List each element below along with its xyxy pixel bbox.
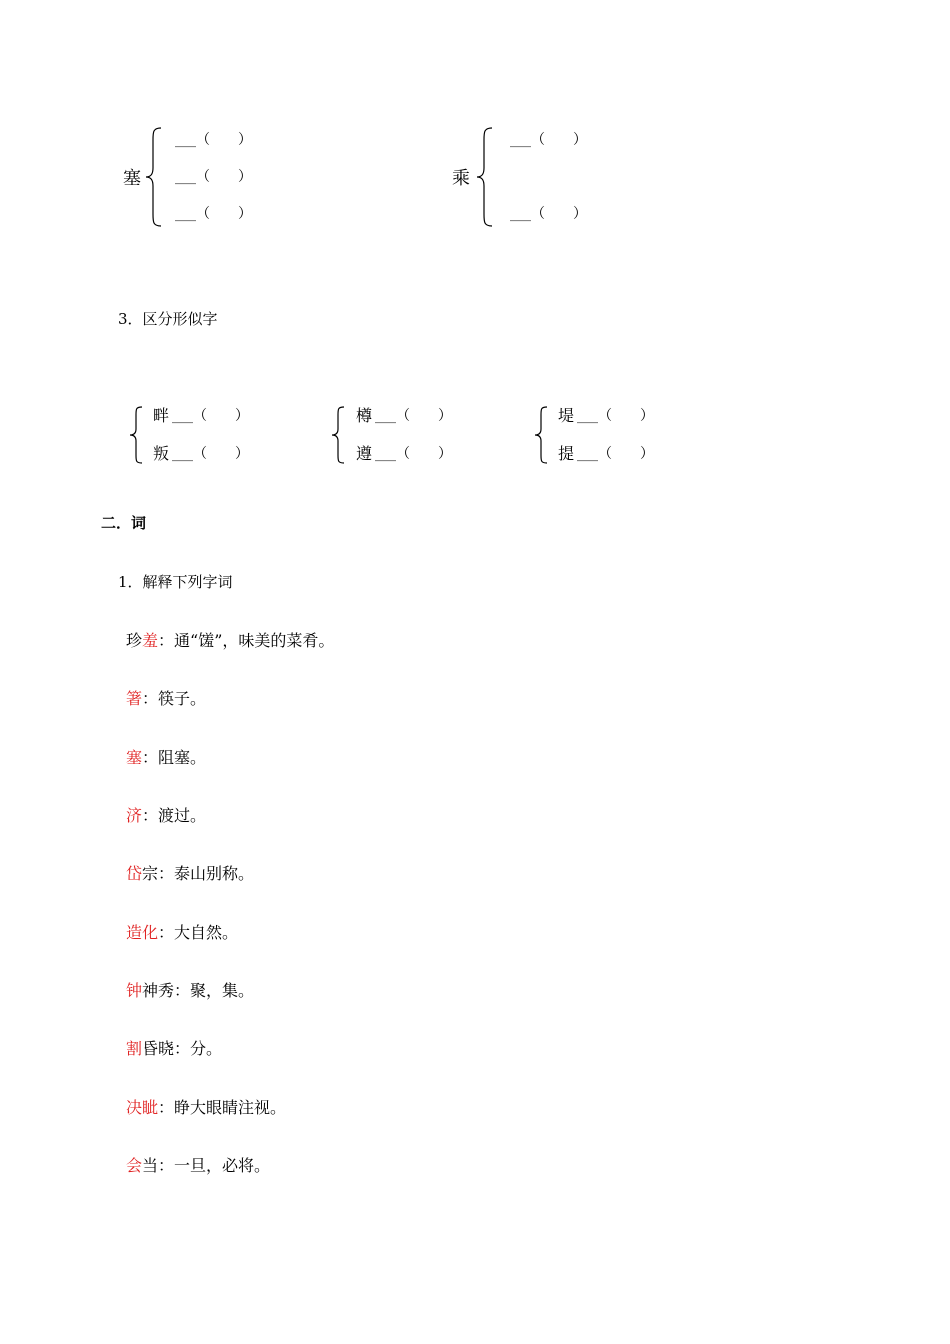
similar-char: 堤 [558,406,575,425]
blank-slot[interactable]: ___（ ） [175,132,252,148]
blank-slot[interactable]: ___（ ） [172,446,249,462]
section-heading-similar-chars: 3．区分形似字 [118,310,218,328]
blank-slot[interactable]: ___（ ） [577,408,654,424]
blank-slot[interactable]: ___（ ） [375,446,452,462]
blank-slot[interactable]: ___（ ） [175,206,252,222]
blank-slot[interactable]: ___（ ） [172,408,249,424]
brace-icon [143,126,165,228]
similar-char: 叛 [153,444,170,463]
definition-item: 造化：大自然。 [126,923,239,942]
blank-slot[interactable]: ___（ ） [510,206,587,222]
definition-item: 珍羞：通“馐”，味美的菜肴。 [126,631,335,650]
definition-item: 决眦：睁大眼睛注视。 [126,1098,287,1117]
blank-slot[interactable]: ___（ ） [375,408,452,424]
definition-item: 济：渡过。 [126,806,207,825]
polyphone-char-sai: 塞 [123,168,141,189]
similar-char: 畔 [153,406,170,425]
brace-icon [474,126,496,228]
polyphone-char-cheng: 乘 [452,168,470,189]
blank-slot[interactable]: ___（ ） [175,169,252,185]
brace-icon [330,405,346,465]
definition-item: 箸：筷子。 [126,689,207,708]
definition-item: 会当：一旦，必将。 [126,1156,271,1175]
definition-item: 塞：阻塞。 [126,748,207,767]
definition-item: 割昏晓：分。 [126,1039,223,1058]
brace-icon [533,405,549,465]
blank-slot[interactable]: ___（ ） [577,446,654,462]
blank-slot[interactable]: ___（ ） [510,132,587,148]
similar-char: 樽 [356,406,373,425]
definition-item: 岱宗：泰山别称。 [126,864,255,883]
similar-char: 提 [558,444,575,463]
similar-char: 遵 [356,444,373,463]
section-heading-words: 二．词 [101,514,147,532]
brace-icon [128,405,144,465]
subsection-heading-explain: 1．解释下列字词 [118,573,233,591]
definition-item: 钟神秀：聚，集。 [126,981,255,1000]
